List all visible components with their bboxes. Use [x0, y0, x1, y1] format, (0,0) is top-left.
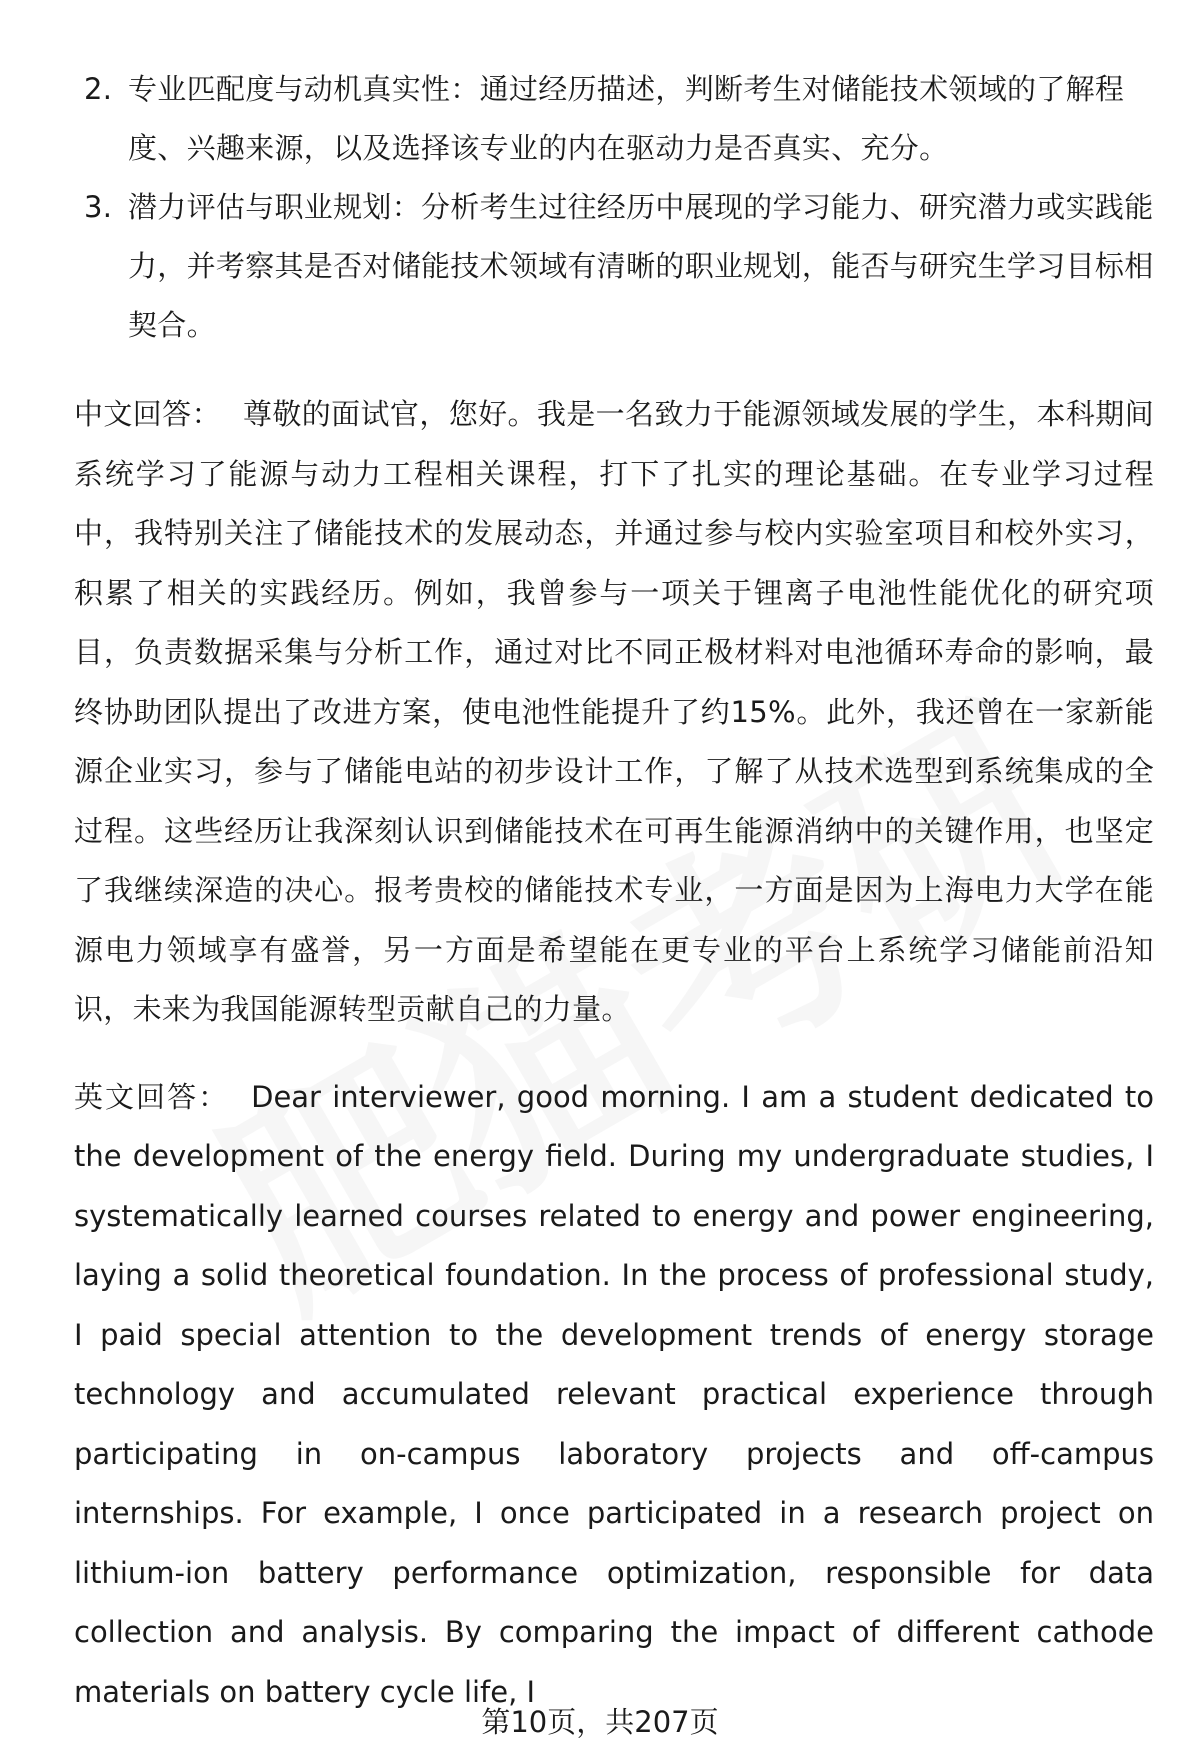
list-item-number: 3.: [84, 190, 113, 224]
page-number-footer: 第10页，共207页: [481, 1705, 719, 1739]
chinese-answer-label: 中文回答：: [74, 397, 221, 431]
english-answer: [74, 1068, 1154, 1723]
list-item-text: 潜力评估与职业规划：分析考生过往经历中展现的学习能力、研究潜力或实践能力，并考察其是否对储能技术领域有清晰的职业规划，能否与研究生学习目标相契合。: [128, 190, 1154, 342]
page-content: [74, 60, 1154, 1722]
list-item-number: 2.: [84, 72, 113, 106]
chinese-answer: [74, 385, 1154, 1040]
list-item: [74, 178, 1154, 355]
list-item-text: 专业匹配度与动机真实性：通过经历描述，判断考生对储能技术领域的了解程度、兴趣来源，以及选择该专业的内在驱动力是否真实、充分。: [128, 72, 1125, 165]
chinese-answer-text: 尊敬的面试官，您好。我是一名致力于能源领域发展的学生，本科期间系统学习了能源与动力工程相关课程，打下了扎实的理论基础。在专业学习过程中，我特别关注了储能技术的发展动态，并通过参与校内实验室项目和校外实习，积累了相关的实践经历。例如，我曾参与一项关于锂离子电池性能优化的研究项目，负责数据采集与分析工作，通过对比不同正极材料对电池循环寿命的影响，最终协助团队提出了改进方案，使电池性能提升了约15%。此外，我还曾在一家新能源企业实习，参与了储能电站的初步设计工作，了解了从技术选型到系统集成的全过程。这些经历让我深刻认识到储能技术在可再生能源消纳中的关键作用，也坚定了我继续深造的决心。报考贵校的储能技术专业，一方面是因为上海电力大学在能源电力领域享有盛誉，另一方面是希望能在更专业的平台上系统学习储能前沿知识，未来为我国能源转型贡献自己的力量。: [74, 397, 1154, 1026]
english-answer-text: Dear interviewer, good morning. I am a student dedicated to the development of the energy field. During my undergraduate studies, I systematically learned courses related to energy and power engineering, laying a solid theoretical foundation. In the process of professional study, I paid special attention to the development trends of energy storage technology and accumulated relevant practical experience through participating in on-campus laboratory projects and off-campus internships. For example, I once participated in a research project on lithium-ion battery performance optimization, responsible for data collection and analysis. By comparing the impact of different cathode materials on battery cycle life, I: [74, 1079, 1154, 1709]
english-answer-label: 英文回答：: [74, 1079, 230, 1114]
list-item: [74, 60, 1154, 178]
criteria-list: [74, 60, 1154, 355]
